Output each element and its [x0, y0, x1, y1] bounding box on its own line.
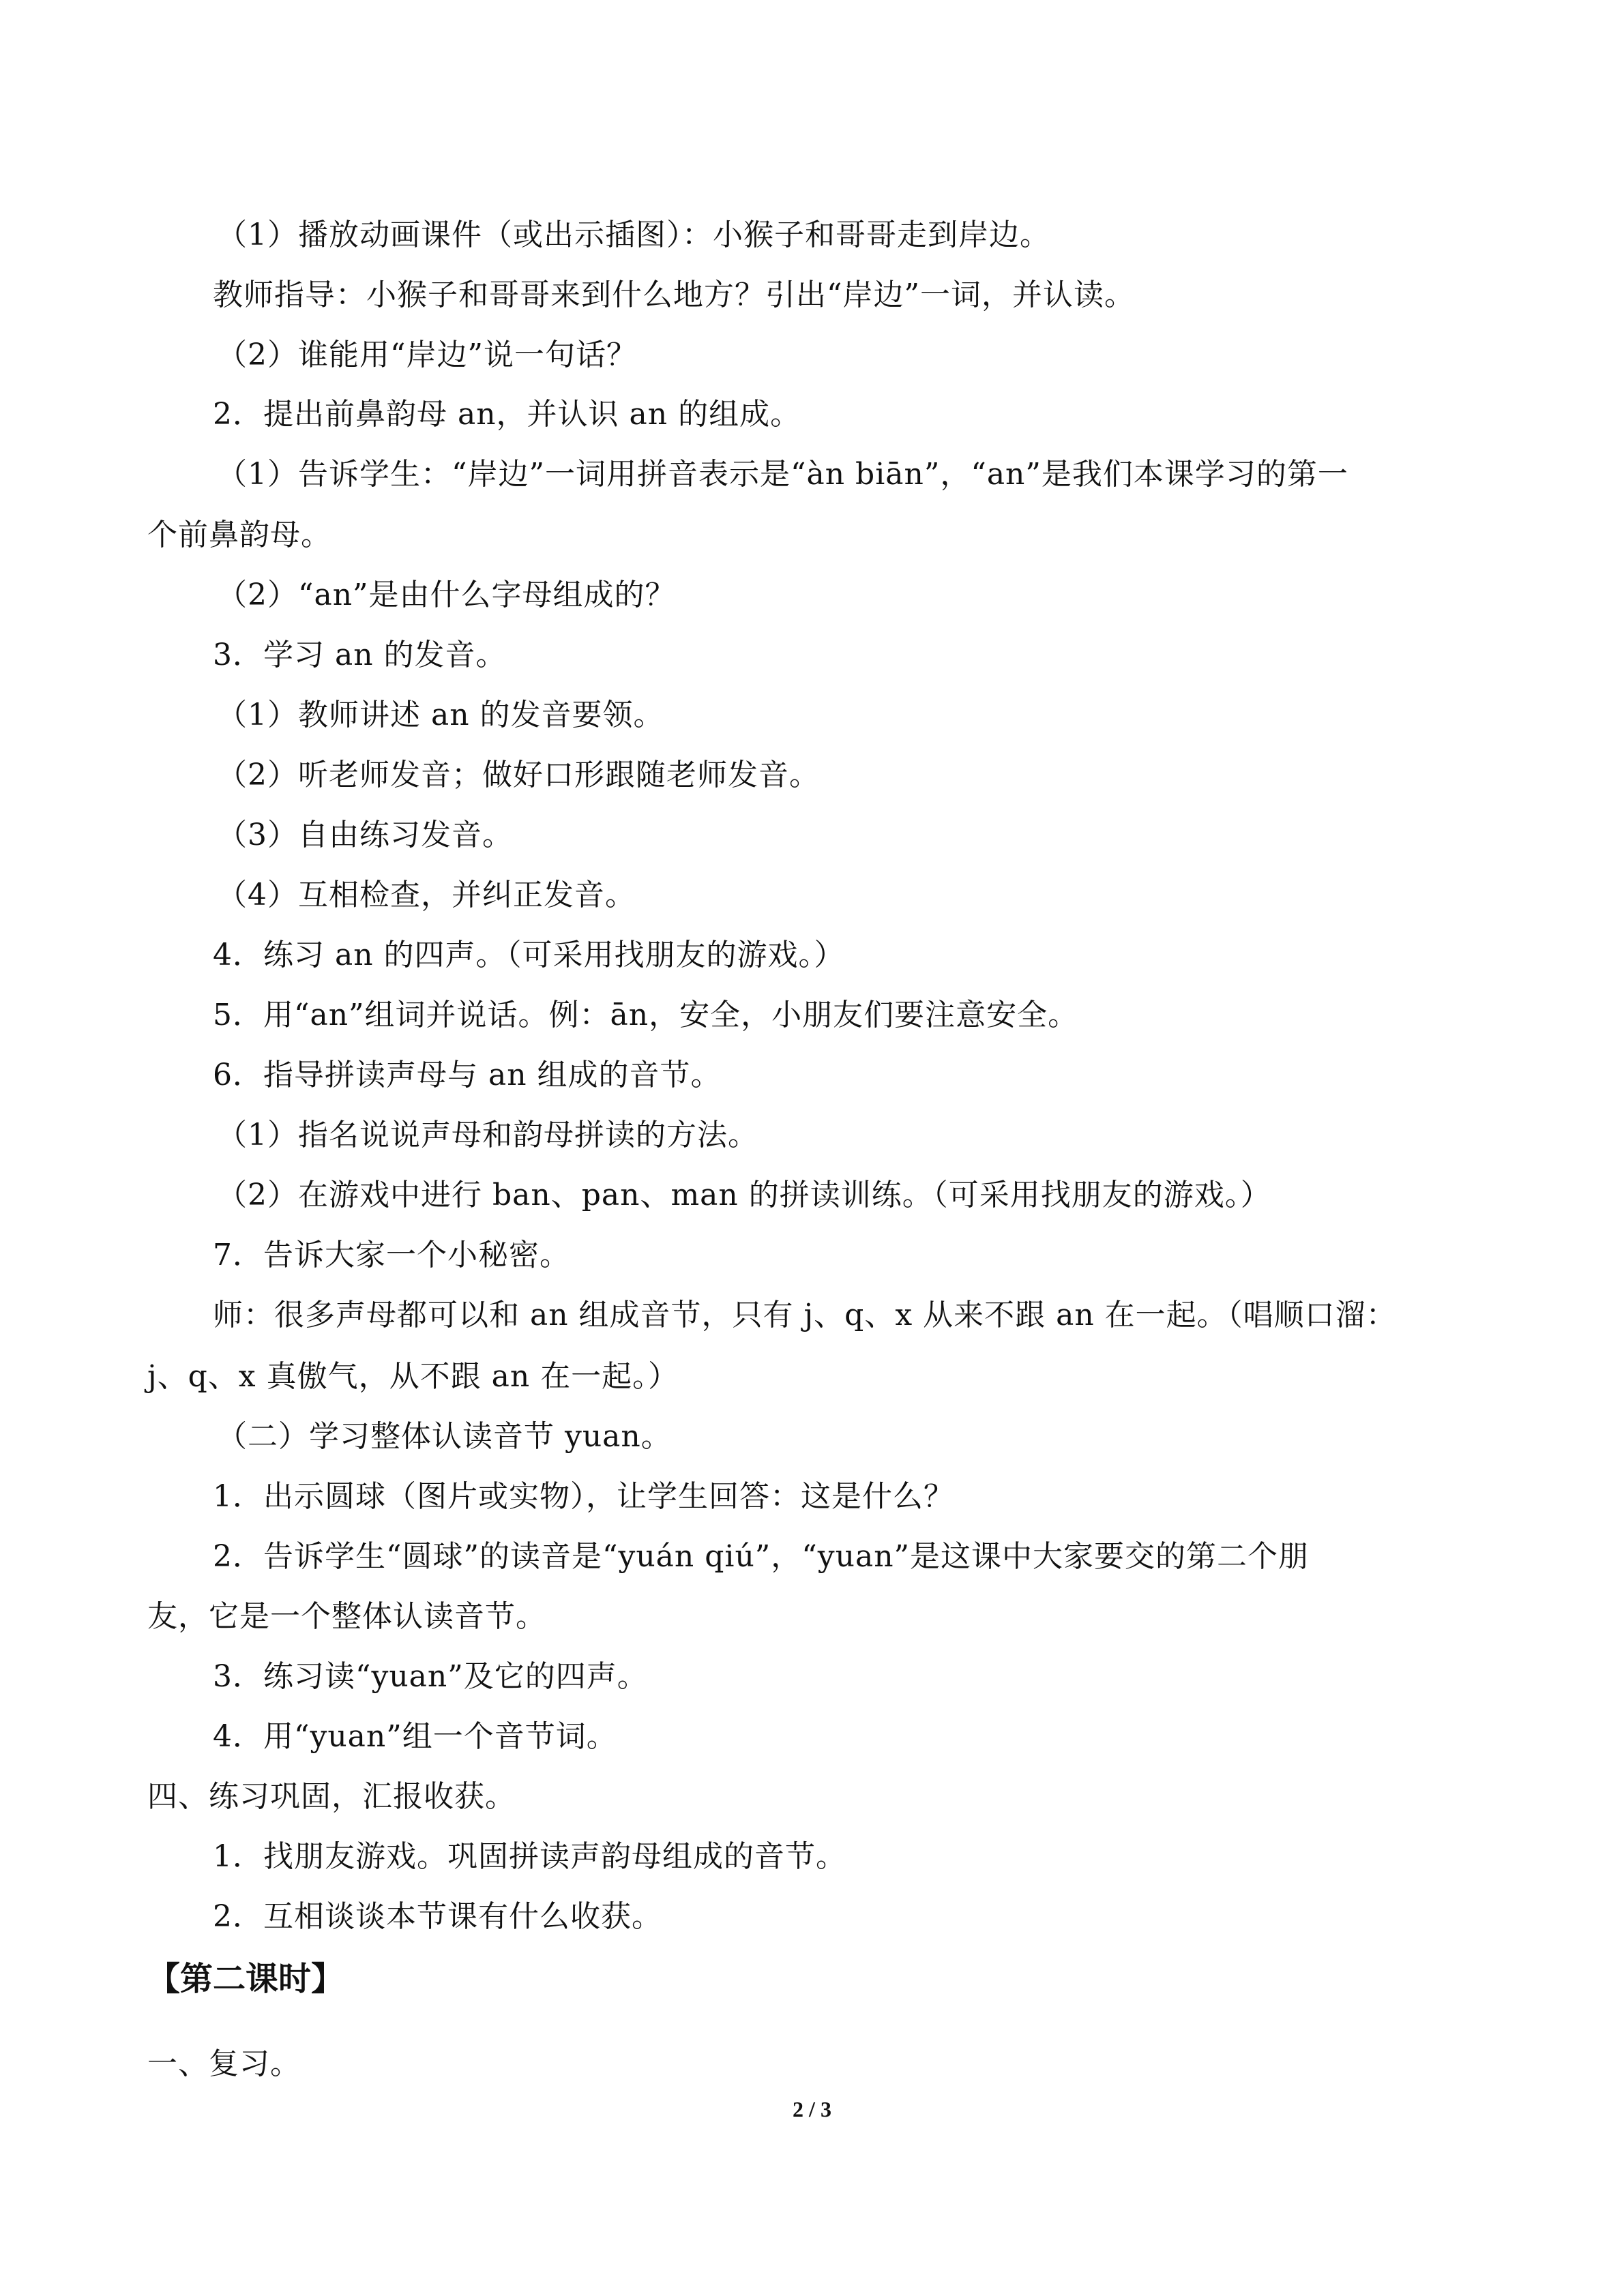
body-line: 5．用“an”组词并说话。例：ān，安全，小朋友们要注意安全。 — [213, 998, 1079, 1032]
body-line: （1）指名说说声母和韵母拼读的方法。 — [217, 1118, 758, 1152]
body-line: 7．告诉大家一个小秘密。 — [213, 1238, 570, 1272]
body-line: 6．指导拼读声母与 an 组成的音节。 — [213, 1058, 722, 1092]
body-line: （2）听老师发音；做好口形跟随老师发音。 — [217, 758, 820, 792]
body-line: （1）告诉学生：“岸边”一词用拼音表示是“àn biān”，“an”是我们本课学习的第一 — [217, 457, 1348, 492]
body-line: （1）教师讲述 an 的发音要领。 — [217, 698, 664, 732]
body-line: 1．找朋友游戏。巩固拼读声韵母组成的音节。 — [213, 1839, 846, 1874]
body-line: （3）自由练习发音。 — [217, 818, 513, 852]
body-line: 一、复习。 — [147, 2046, 301, 2081]
body-line: 友，它是一个整体认读音节。 — [147, 1599, 546, 1634]
section-heading: 【第二课时】 — [147, 1960, 344, 1998]
body-line: 2．互相谈谈本节课有什么收获。 — [213, 1899, 662, 1934]
body-line: 师：很多声母都可以和 an 组成音节，只有 j、q、x 从来不跟 an 在一起。（唱顺口溜： — [213, 1298, 1397, 1332]
page-number: 2 / 3 — [793, 2097, 831, 2121]
body-line: 教师指导：小猴子和哥哥来到什么地方？引出“岸边”一词，并认读。 — [213, 278, 1135, 312]
body-line: 1．出示圆球（图片或实物），让学生回答：这是什么？ — [213, 1479, 954, 1514]
body-line: （4）互相检查，并纠正发音。 — [217, 878, 636, 912]
body-line: 个前鼻韵母。 — [147, 518, 331, 552]
body-line: 4．练习 an 的四声。（可采用找朋友的游戏。） — [213, 938, 845, 972]
body-line: （2）谁能用“岸边”说一句话？ — [217, 338, 637, 372]
body-line: （2）在游戏中进行 ban、pan、man 的拼读训练。（可采用找朋友的游戏。） — [217, 1178, 1271, 1212]
body-line: j、q、x 真傲气，从不跟 an 在一起。） — [147, 1359, 679, 1394]
body-line: 4．用“yuan”组一个音节词。 — [213, 1719, 617, 1754]
body-line: 3．学习 an 的发音。 — [213, 638, 507, 672]
body-line: （2）“an”是由什么字母组成的？ — [217, 578, 676, 612]
body-line: 四、练习巩固，汇报收获。 — [147, 1779, 516, 1814]
body-line: （1）播放动画课件（或出示插图）：小猴子和哥哥走到岸边。 — [217, 218, 1050, 252]
body-line: （二）学习整体认读音节 yuan。 — [217, 1419, 672, 1454]
body-line: 2．告诉学生“圆球”的读音是“yuán qiú”，“yuan”是这课中大家要交的第二个朋 — [213, 1539, 1310, 1574]
body-line: 2．提出前鼻韵母 an，并认识 an 的组成。 — [213, 397, 801, 432]
body-line: 3．练习读“yuan”及它的四声。 — [213, 1659, 648, 1694]
